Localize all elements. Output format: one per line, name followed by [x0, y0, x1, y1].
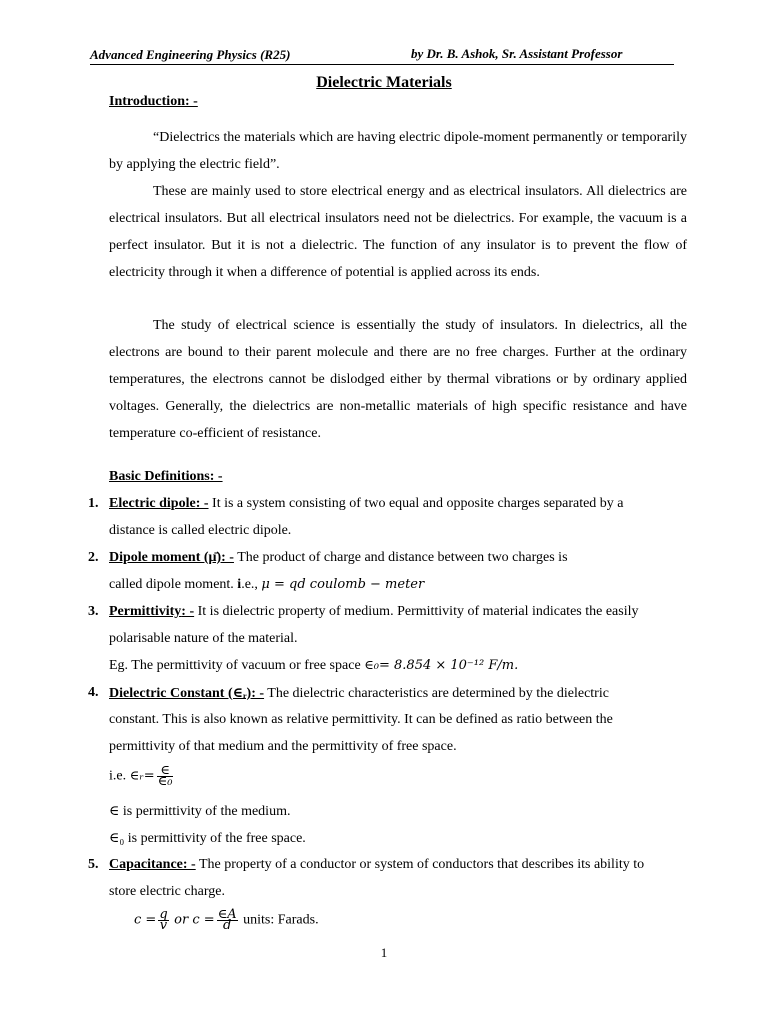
definition-capacitance: Capacitance: - The property of a conductor or system of conductors that describes its ability to: [109, 857, 645, 872]
intro-heading: Introduction: -: [109, 94, 198, 109]
page-number: 1: [380, 945, 388, 960]
vacuum-permittivity-formula: ∈₀= 8.854 × 10⁻¹² F/m.: [364, 658, 519, 673]
definition-line: ∈₀ is permittivity of the free space.: [109, 831, 306, 846]
definition-line: ∈ is permittivity of the medium.: [109, 804, 291, 819]
capacitance-formula: c = $\frac{q}{v}$ or c = $\frac{\in A}{d}$ units: Farads.: [134, 907, 319, 933]
page-title: Dielectric Materials: [316, 74, 452, 91]
definition-dipole-moment: Dipole moment (μ̄): - The product of charge and distance between two charges is: [109, 550, 568, 565]
definition-line: called dipole moment. i.e., μ = qd coulomb − meter: [109, 577, 425, 592]
item-number: 4.: [88, 685, 99, 700]
definition-line: distance is called electric dipole.: [109, 523, 292, 538]
definition-line: store electric charge.: [109, 884, 225, 899]
definition-electric-dipole: Electric dipole: - It is a system consisting of two equal and opposite charges separated by a: [109, 496, 624, 511]
definition-permittivity: Permittivity: - It is dielectric property of medium. Permittivity of material indicates the easily: [109, 604, 639, 619]
header-author: by Dr. B. Ashok, Sr. Assistant Professor: [411, 46, 623, 61]
basic-definitions-heading: Basic Definitions: -: [109, 469, 223, 484]
definition-line: permittivity of that medium and the permittivity of free space.: [109, 739, 457, 754]
definition-line: Eg. The permittivity of vacuum or free space ∈₀= 8.854 × 10⁻¹² F/m.: [109, 658, 519, 673]
header-course: Advanced Engineering Physics (R25): [90, 47, 291, 62]
item-number: 2.: [88, 550, 99, 565]
definition-line: polarisable nature of the material.: [109, 631, 298, 646]
item-number: 3.: [88, 604, 99, 619]
dielectric-constant-formula: i.e. ∈ᵣ= $\frac{\in}{\text{∈₀}}$: [109, 763, 173, 789]
intro-paragraph-3: The study of electrical science is essentially the study of insulators. In dielectrics, all the electrons are bound to their parent molecule and there are no free charges. Further at the ordinary temperatures, the electrons cannot be dislodged either by thermal vibrations or by ordinary applied voltages. Generally, the dielectrics are non-metallic materials of high specific resistance and have temperature co-efficient of resistance.: [109, 318, 687, 441]
intro-paragraph-1: “Dielectrics the materials which are having electric dipole-moment permanently or temporarily by applying the electric field”.: [109, 130, 687, 172]
page-header: [90, 46, 674, 65]
intro-paragraph-2: These are mainly used to store electrical energy and as electrical insulators. All dielectrics are electrical insulators. But all electrical insulators need not be dielectrics. For example, the vacuum is a perfect insulator. But it is not a dielectric. The function of any insulator is to prevent the flow of electricity through it when a difference of potential is applied across its ends.: [109, 184, 687, 280]
item-number: 5.: [88, 857, 99, 872]
item-number: 1.: [88, 496, 99, 511]
definition-dielectric-constant: Dielectric Constant (∈ᵣ): - The dielectric characteristics are determined by the dielectric: [109, 686, 609, 701]
dipole-moment-formula: μ = qd coulomb − meter: [261, 577, 425, 592]
definition-line: constant. This is also known as relative permittivity. It can be defined as ratio between the: [109, 712, 613, 727]
